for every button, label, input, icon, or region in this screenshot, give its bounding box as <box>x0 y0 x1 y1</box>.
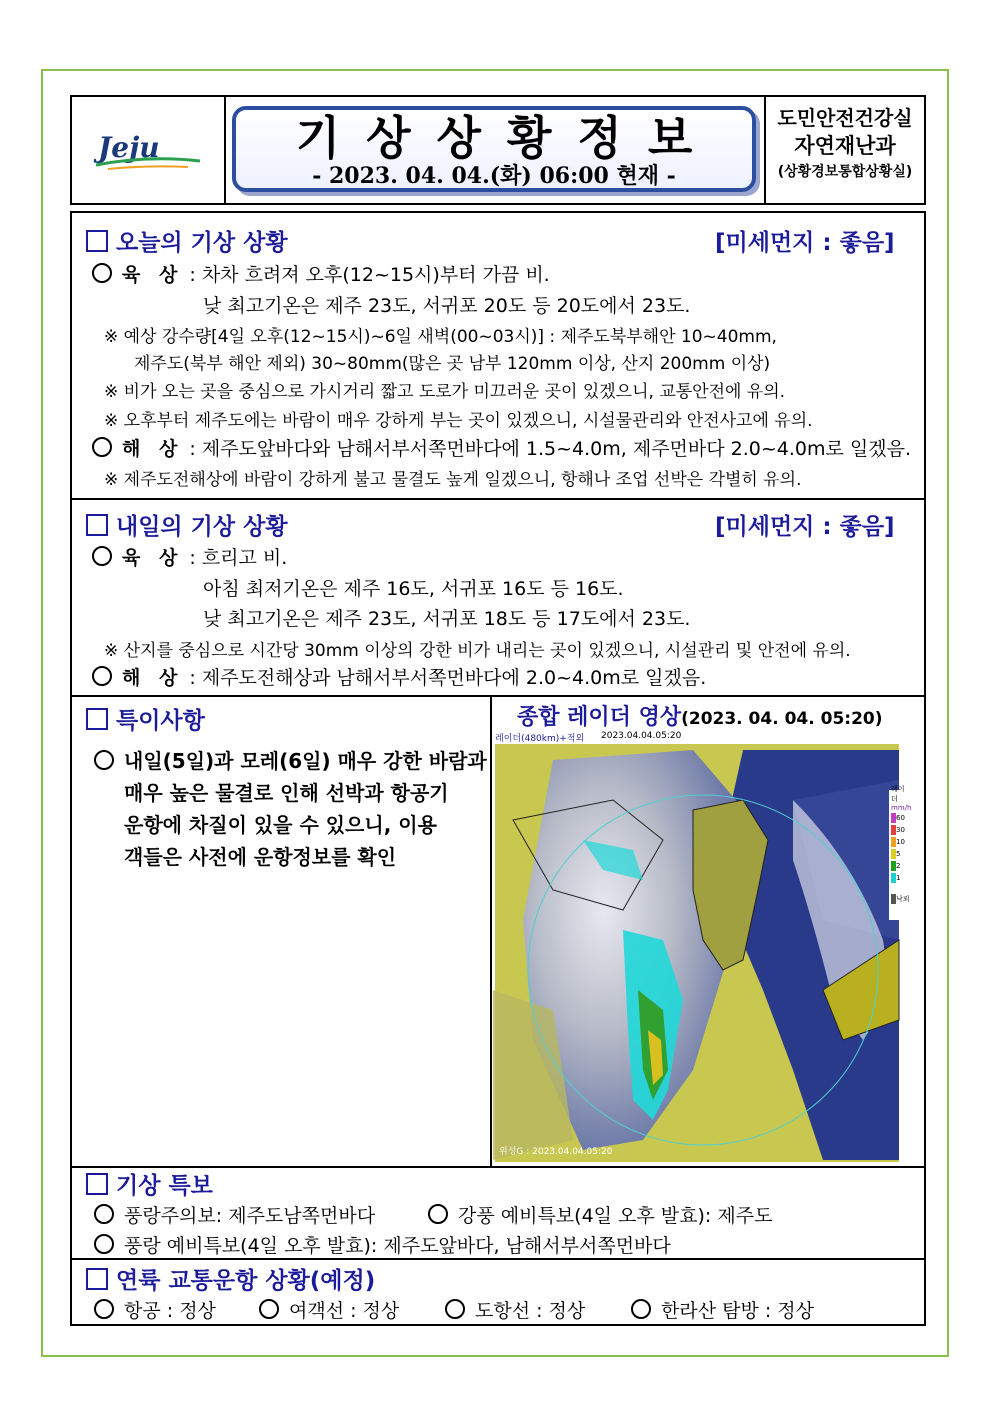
legend-title: 레이더 <box>891 785 905 803</box>
circle-bullet-icon <box>631 1299 651 1319</box>
logo-text: Jeju <box>98 131 160 164</box>
special-line2: 매우 높은 물결로 인해 선박과 항공기 <box>124 781 449 805</box>
jeju-logo <box>72 97 226 203</box>
today-note2: ※ 비가 오는 곳을 중심으로 가시거리 짧고 도로가 미끄러운 곳이 있겠으니, 교통안전에 유의. <box>104 382 786 402</box>
special-line1: 내일(5일)과 모레(6일) 매우 강한 바람과 <box>94 745 487 774</box>
circle-bullet-icon <box>259 1299 279 1319</box>
column-divider <box>490 695 492 1166</box>
circle-bullet-icon <box>428 1204 448 1224</box>
today-note1a: ※ 예상 강수량[4일 오후(12~15시)~6일 새벽(00~03시)] : 제주도북부해안 10~40mm, <box>104 327 777 347</box>
traffic-item-air: 항공 : 정상 <box>94 1296 216 1323</box>
circle-bullet-icon <box>92 437 112 457</box>
dept-line3: (상황경보통합상황실) <box>777 164 913 181</box>
radar-image <box>493 731 912 1164</box>
warning-item1: 풍랑주의보: 제주도남쪽먼바다 <box>94 1201 375 1228</box>
legend-scale <box>891 812 911 884</box>
special-line3: 운항에 차질이 있을 수 있으니, 이용 <box>124 813 437 837</box>
circle-bullet-icon <box>94 1234 114 1254</box>
traffic-item-ferry: 여객선 : 정상 <box>259 1296 399 1323</box>
radar-heading: 종합 레이더 영상(2023. 04. 04. 05:20) <box>517 705 883 730</box>
legend-unit: mm/h <box>891 804 912 812</box>
legend-value: 2 <box>896 862 901 870</box>
traffic-heading: 연륙 교통운항 상황(예정) <box>86 1262 375 1295</box>
title-box <box>232 106 756 192</box>
document-title: 기상상황정보 <box>295 111 719 165</box>
today-dust: [미세먼지 : 좋음] <box>715 230 895 256</box>
traffic-item-island-ferry: 도항선 : 정상 <box>445 1296 585 1323</box>
dept-line2: 자연재난과 <box>794 134 896 158</box>
legend-ground: 낙뢰 <box>896 895 910 903</box>
tomorrow-land-line1: 육 상 : 흐리고 비. <box>92 543 287 570</box>
radar-legend <box>891 784 911 904</box>
legend-value: 1 <box>896 874 901 882</box>
radar-image-time: 2023.04.04.05:20 <box>601 731 682 741</box>
document-date: - 2023. 04. 04.(화) 06:00 현재 - <box>312 163 676 189</box>
radar-label: 레이더(480km)+적외 <box>495 734 585 744</box>
circle-bullet-icon <box>92 263 112 283</box>
checkbox-icon <box>86 708 108 730</box>
today-land-line1: 육 상 : 차차 흐려져 오후(12~15시)부터 가끔 비. <box>92 260 550 287</box>
warnings-heading: 기상 특보 <box>86 1167 213 1200</box>
legend-value: 60 <box>896 814 905 822</box>
legend-value: 5 <box>896 850 901 858</box>
checkbox-icon <box>86 1173 108 1195</box>
circle-bullet-icon <box>94 750 114 770</box>
checkbox-icon <box>86 1268 108 1290</box>
department-box <box>764 97 924 203</box>
legend-value: 10 <box>896 838 905 846</box>
today-sea-line: 해 상 : 제주도앞바다와 남해서부서쪽먼바다에 1.5~4.0m, 제주먼바다 2.0~4.0m로 일겠음. <box>92 434 911 461</box>
today-note3: ※ 오후부터 제주도에는 바람이 매우 강하게 부는 곳이 있겠으니, 시설물관리와 안전사고에 유의. <box>104 411 813 431</box>
special-line4: 객들은 사전에 운항정보를 확인 <box>124 845 397 869</box>
checkbox-icon <box>86 514 108 536</box>
document-header <box>70 95 926 205</box>
circle-bullet-icon <box>94 1204 114 1224</box>
today-note4: ※ 제주도전해상에 바람이 강하게 불고 물결도 높게 일겠으니, 항해나 조업 선박은 각별히 유의. <box>104 470 802 490</box>
tomorrow-heading: 내일의 기상 상황 <box>86 508 288 541</box>
legend-value: 30 <box>896 826 905 834</box>
checkbox-icon <box>86 230 108 252</box>
tomorrow-dust: [미세먼지 : 좋음] <box>715 514 895 540</box>
special-heading: 특이사항 <box>86 702 205 735</box>
today-heading: 오늘의 기상 상황 <box>86 224 288 257</box>
circle-bullet-icon <box>92 666 112 686</box>
circle-bullet-icon <box>445 1299 465 1319</box>
tomorrow-land-line3: 낮 최고기온은 제주 23도, 서귀포 18도 등 17도에서 23도. <box>203 608 691 630</box>
warning-item2: 강풍 예비특보(4일 오후 발효): 제주도 <box>428 1201 772 1228</box>
dept-line1: 도민안전건강실 <box>777 106 913 130</box>
today-note1b: 제주도(북부 해안 제외) 30~80mm(많은 곳 남부 120mm 이상, 산지 200mm 이상) <box>134 354 771 374</box>
warning-item3: 풍랑 예비특보(4일 오후 발효): 제주도앞바다, 남해서부서쪽먼바다 <box>94 1231 671 1258</box>
circle-bullet-icon <box>92 546 112 566</box>
tomorrow-note1: ※ 산지를 중심으로 시간당 30mm 이상의 강한 비가 내리는 곳이 있겠으니, 시설관리 및 안전에 유의. <box>104 641 851 661</box>
tomorrow-land-line2: 아침 최저기온은 제주 16도, 서귀포 16도 등 16도. <box>203 578 624 600</box>
traffic-item-hallasan: 한라산 탐방 : 정상 <box>631 1296 814 1323</box>
tomorrow-sea-line: 해 상 : 제주도전해상과 남해서부서쪽먼바다에 2.0~4.0m로 일겠음. <box>92 663 706 690</box>
today-land-line2: 낮 최고기온은 제주 23도, 서귀포 20도 등 20도에서 23도. <box>203 295 691 317</box>
circle-bullet-icon <box>94 1299 114 1319</box>
radar-footer: 위성G : 2023.04.04.05:20 <box>499 1147 613 1157</box>
